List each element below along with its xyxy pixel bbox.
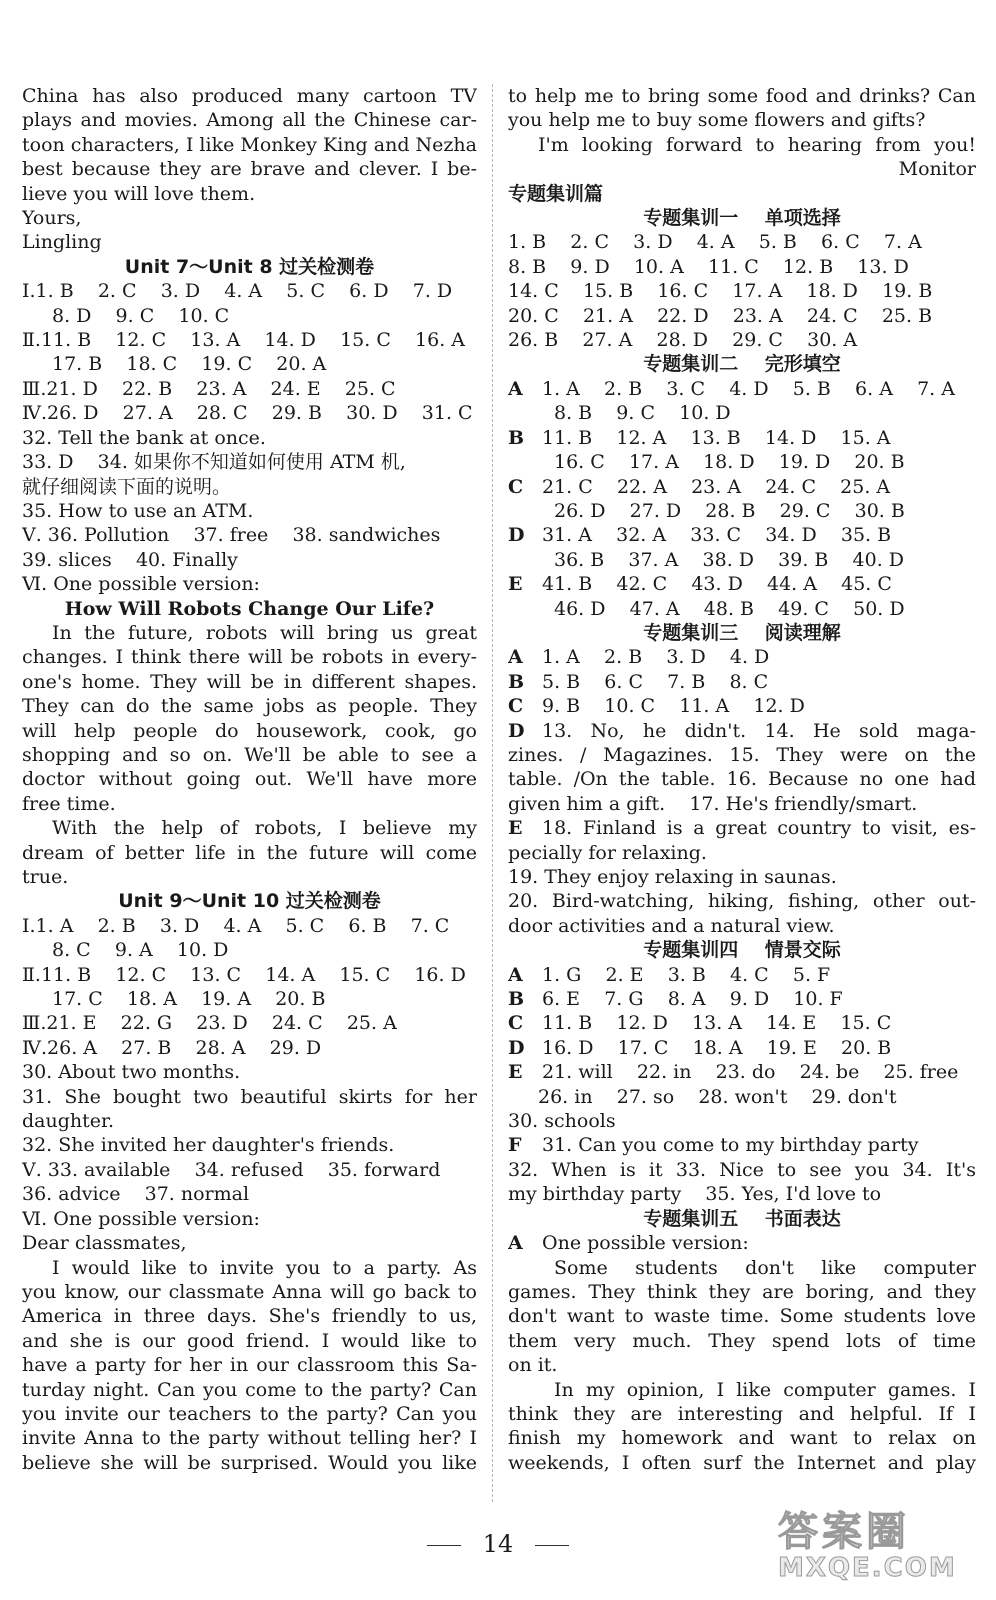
line-text: pecially for relaxing.	[508, 841, 707, 864]
text-line	[508, 230, 976, 254]
text-line	[508, 108, 976, 132]
line-text: Monitor	[898, 158, 976, 181]
line-text: In my opinion, I like computer games. I	[554, 1378, 976, 1401]
line-text: 6. E 7. G 8. A 9. D 10. F	[542, 988, 843, 1011]
text-line	[508, 1304, 976, 1328]
text-line	[508, 255, 976, 279]
line-text: 18. Finland is a great country to visit, es-	[542, 817, 976, 840]
text-line	[22, 1060, 477, 1084]
line-text: Ⅴ. 36. Pollution 37. free 38. sandwiches	[22, 524, 441, 547]
line-text: 11. B 12. D 13. A 14. E 15. C	[542, 1012, 892, 1035]
line-text: table. /On the table. 16. Because no one had	[508, 768, 976, 791]
line-text: finish my homework and want to relax on	[508, 1427, 976, 1450]
line-text: 26. D 27. D 28. B 29. C 30. B	[554, 499, 905, 522]
text-line	[508, 182, 976, 206]
line-text: 21. will 22. in 23. do 24. be 25. free	[542, 1061, 959, 1084]
line-text: 8. D 9. C 10. C	[52, 304, 230, 327]
text-line	[22, 279, 477, 303]
text-line	[22, 304, 477, 328]
text-line	[508, 304, 976, 328]
section-letter-label: A	[508, 377, 523, 400]
line-text: 专题集训四 情景交际	[643, 939, 841, 962]
text-line	[508, 279, 976, 303]
text-line	[22, 914, 477, 938]
watermark-line2: MXQE.COM	[778, 1553, 957, 1583]
text-line	[22, 1133, 477, 1157]
line-text: to help me to bring some food and drinks? Can	[508, 85, 976, 107]
text-line	[508, 963, 976, 987]
line-text: One possible version:	[542, 1232, 749, 1255]
line-text: 专题集训二 完形填空	[643, 353, 841, 376]
text-line	[508, 1036, 976, 1060]
line-text: 20. C 21. A 22. D 23. A 24. C 25. B	[508, 304, 933, 327]
line-text: Ⅲ.21. D 22. B 23. A 24. E 25. C	[22, 377, 396, 400]
text-line	[508, 1329, 976, 1353]
text-line	[22, 523, 477, 547]
section-letter-label: C	[508, 695, 524, 718]
section-letter-label: D	[508, 719, 525, 742]
text-line	[508, 523, 976, 547]
line-text: 8. B 9. D 10. A 11. C 12. B 13. D	[508, 255, 909, 278]
line-text: Ⅱ.11. B 12. C 13. A 14. D 15. C 16. A	[22, 329, 465, 352]
text-line	[22, 1085, 477, 1109]
line-text: 31. A 32. A 33. C 34. D 35. B	[542, 524, 892, 547]
line-text: lieve you will love them.	[22, 182, 256, 205]
line-text: America in three days. She's friendly to us,	[22, 1305, 477, 1328]
line-text: Ⅰ.1. B 2. C 3. D 4. A 5. C 6. D 7. D	[22, 280, 453, 303]
line-text: China has also produced many cartoon TV	[22, 85, 477, 107]
text-line	[508, 475, 976, 499]
text-line	[22, 1304, 477, 1328]
text-line	[508, 450, 976, 474]
line-text: 专题集训五 书面表达	[643, 1207, 841, 1230]
line-text: doctor without going out. We'll have more	[22, 768, 477, 791]
text-line	[22, 230, 477, 254]
text-line	[22, 1158, 477, 1182]
line-text: 41. B 42. C 43. D 44. A 45. C	[542, 573, 892, 596]
line-text: 11. B 12. A 13. B 14. D 15. A	[542, 426, 891, 449]
line-text: 21. C 22. A 23. A 24. C 25. A	[542, 475, 891, 498]
line-text: plays and movies. Among all the Chinese car-	[22, 109, 477, 132]
line-text: How Will Robots Change Our Life?	[64, 597, 435, 620]
line-text: Lingling	[22, 231, 102, 254]
text-line	[22, 1280, 477, 1304]
text-line	[22, 255, 477, 279]
footer-dash-right	[535, 1545, 569, 1546]
text-line	[508, 1182, 976, 1206]
line-text: have a party for her in our classroom this Sa-	[22, 1354, 477, 1377]
right-column	[508, 84, 976, 1475]
line-text: given him a gift. 17. He's friendly/smart.	[508, 792, 918, 815]
line-text: 26. B 27. A 28. D 29. C 30. A	[508, 329, 858, 352]
line-text: 32. She invited her daughter's friends.	[22, 1134, 395, 1157]
line-text: one's home. They will be in different shapes.	[22, 670, 477, 693]
line-text: 9. B 10. C 11. A 12. D	[542, 695, 805, 718]
line-text: Ⅴ. 33. available 34. refused 35. forward	[22, 1158, 441, 1181]
text-line	[508, 1060, 976, 1084]
line-text: With the help of robots, I believe my	[52, 817, 477, 840]
text-line	[22, 450, 477, 474]
text-line	[508, 767, 976, 791]
text-line	[508, 914, 976, 938]
section-letter-label: A	[508, 1232, 523, 1255]
text-line	[22, 426, 477, 450]
line-text: will help people do housework, cook, go	[22, 719, 477, 742]
line-text: Ⅵ. One possible version:	[22, 573, 260, 596]
line-text: 17. B 18. C 19. C 20. A	[52, 353, 327, 376]
line-text: 1. A 2. B 3. D 4. D	[542, 646, 770, 669]
text-line	[22, 792, 477, 816]
text-line	[22, 1256, 477, 1280]
text-line	[22, 1329, 477, 1353]
section-letter-label: E	[508, 573, 523, 596]
section-letter-label: D	[508, 524, 525, 547]
section-letter-label: C	[508, 475, 524, 498]
text-line	[22, 1353, 477, 1377]
page-number: 14	[482, 1530, 514, 1558]
line-text: 19. They enjoy relaxing in saunas.	[508, 866, 837, 888]
text-line	[508, 889, 976, 913]
section-letter-label: C	[508, 1012, 524, 1035]
line-text: weekends, I often surf the Internet and play	[508, 1451, 976, 1474]
text-line	[22, 938, 477, 962]
line-text: 8. B 9. C 10. D	[554, 402, 731, 425]
line-text: 36. advice 37. normal	[22, 1183, 250, 1206]
section-letter-label: E	[508, 1061, 523, 1084]
line-text: Ⅱ.11. B 12. C 13. C 14. A 15. C 16. D	[22, 963, 466, 986]
line-text: 17. C 18. A 19. A 20. B	[52, 988, 326, 1011]
line-text: 专题集训一 单项选择	[643, 207, 841, 230]
line-text: Some students don't like computer	[554, 1256, 976, 1279]
line-text: I would like to invite you to a party. As	[52, 1256, 477, 1279]
line-text: 16. C 17. A 18. D 19. D 20. B	[554, 451, 905, 474]
line-text: changes. I think there will be robots in every-	[22, 646, 477, 669]
text-line	[508, 694, 976, 718]
text-line	[508, 719, 976, 743]
text-line	[508, 1280, 976, 1304]
text-line	[22, 621, 477, 645]
section-letter-label: A	[508, 963, 523, 986]
text-line	[508, 1011, 976, 1035]
line-text: Ⅲ.21. E 22. G 23. D 24. C 25. A	[22, 1012, 397, 1035]
text-line	[22, 572, 477, 596]
line-text: Unit 9～Unit 10 过关检测卷	[118, 890, 381, 913]
line-text: dream of better life in the future will come	[22, 841, 477, 864]
text-line	[22, 133, 477, 157]
text-line	[508, 1402, 976, 1426]
line-text: 33. D 34. 如果你不知道如何使用 ATM 机,	[22, 451, 406, 474]
text-line	[508, 1426, 976, 1450]
text-line	[508, 1231, 976, 1255]
footer-dash-left	[427, 1545, 461, 1546]
text-line	[508, 987, 976, 1011]
text-line	[22, 475, 477, 499]
watermark-logo	[778, 1500, 968, 1583]
text-line	[508, 743, 976, 767]
text-line	[508, 597, 976, 621]
line-text: 31. Can you come to my birthday party	[542, 1134, 919, 1157]
line-text: 46. D 47. A 48. B 49. C 50. D	[554, 597, 905, 620]
text-line	[508, 133, 976, 157]
text-line	[22, 1402, 477, 1426]
line-text: 1. G 2. E 3. B 4. C 5. F	[542, 963, 831, 986]
line-text: Ⅰ.1. A 2. B 3. D 4. A 5. C 6. B 7. C	[22, 914, 450, 937]
text-line	[22, 157, 477, 181]
line-text: 26. in 27. so 28. won't 29. don't	[538, 1085, 897, 1108]
line-text: 32. When is it 33. Nice to see you 34. It's	[508, 1158, 976, 1181]
left-column	[22, 84, 477, 1475]
text-line	[22, 1036, 477, 1060]
line-text: 35. How to use an ATM.	[22, 499, 254, 522]
text-line	[508, 621, 976, 645]
text-line	[22, 1378, 477, 1402]
line-text: toon characters, I like Monkey King and Nezha	[22, 133, 477, 156]
line-text: 1. A 2. B 3. C 4. D 5. B 6. A 7. A	[542, 377, 955, 400]
line-text: daughter.	[22, 1110, 115, 1133]
line-text: Yours,	[22, 207, 82, 230]
section-letter-label: B	[508, 670, 525, 693]
line-text: 13. No, he didn't. 14. He sold maga-	[542, 719, 976, 742]
text-line	[22, 352, 477, 376]
text-line	[508, 865, 976, 889]
text-line	[508, 1353, 976, 1377]
text-line	[508, 426, 976, 450]
text-line	[508, 1158, 976, 1182]
text-line	[508, 1085, 976, 1109]
text-line	[508, 1256, 976, 1280]
line-text: 8. C 9. A 10. D	[52, 939, 229, 962]
text-line	[508, 1451, 976, 1475]
text-line	[22, 1426, 477, 1450]
section-letter-label: B	[508, 426, 525, 449]
line-text: In the future, robots will bring us great	[52, 621, 477, 644]
text-line	[508, 328, 976, 352]
line-text: 30. schools	[508, 1110, 616, 1133]
text-line	[22, 963, 477, 987]
line-text: you help me to buy some flowers and gifts?	[508, 109, 926, 132]
line-text: 专题集训三 阅读理解	[643, 621, 841, 644]
text-line	[22, 719, 477, 743]
text-line	[22, 1207, 477, 1231]
text-line	[22, 597, 477, 621]
text-line	[22, 377, 477, 401]
text-line	[22, 1182, 477, 1206]
text-line	[22, 1011, 477, 1035]
text-line	[508, 157, 976, 181]
text-line	[22, 206, 477, 230]
text-line	[22, 1231, 477, 1255]
text-line	[22, 401, 477, 425]
line-text: 就仔细阅读下面的说明。	[22, 475, 232, 498]
text-line	[22, 182, 477, 206]
line-text: think they are interesting and helpful. If I	[508, 1402, 976, 1425]
line-text: 5. B 6. C 7. B 8. C	[542, 670, 769, 693]
line-text: They can do the same jobs as people. They	[22, 695, 477, 718]
text-line	[22, 645, 477, 669]
line-text: door activities and a natural view.	[508, 914, 835, 937]
line-text: zines. / Magazines. 15. They were on the	[508, 743, 976, 766]
column-divider	[492, 84, 493, 1502]
text-line	[508, 84, 976, 108]
text-line	[22, 841, 477, 865]
section-letter-label: B	[508, 988, 525, 1011]
watermark-line1: 答案圈	[778, 1509, 910, 1555]
line-text: 36. B 37. A 38. D 39. B 40. D	[554, 548, 905, 571]
section-letter-label: D	[508, 1036, 525, 1059]
line-text: shopping and so on. We'll be able to see a	[22, 743, 477, 766]
section-letter-label: E	[508, 817, 523, 840]
line-text: and she is our good friend. I would like to	[22, 1329, 477, 1352]
text-line	[508, 938, 976, 962]
line-text: 20. Bird-watching, hiking, fishing, other out-	[508, 890, 976, 913]
line-text: you invite our teachers to the party? Can you	[22, 1402, 477, 1425]
text-line	[508, 548, 976, 572]
text-line	[508, 792, 976, 816]
line-text: don't want to waste time. Some students love	[508, 1305, 976, 1328]
text-line	[508, 572, 976, 596]
text-line	[508, 377, 976, 401]
text-line	[22, 816, 477, 840]
text-line	[22, 548, 477, 572]
line-text: 31. She bought two beautiful skirts for her	[22, 1085, 477, 1108]
text-line	[508, 206, 976, 230]
text-line	[22, 84, 477, 108]
text-line	[22, 865, 477, 889]
text-line	[22, 889, 477, 913]
line-text: you know, our classmate Anna will go back to	[22, 1280, 477, 1303]
text-line	[508, 816, 976, 840]
text-line	[22, 987, 477, 1011]
line-text: 16. D 17. C 18. A 19. E 20. B	[542, 1036, 892, 1059]
line-text: Unit 7～Unit 8 过关检测卷	[124, 255, 375, 278]
line-text: Ⅳ.26. D 27. A 28. C 29. B 30. D 31. C	[22, 402, 473, 425]
line-text: invite Anna to the party without telling her? I	[22, 1427, 477, 1450]
line-text: 39. slices 40. Finally	[22, 548, 238, 571]
text-line	[508, 841, 976, 865]
line-text: on it.	[508, 1354, 558, 1377]
text-line	[22, 1109, 477, 1133]
line-text: best because they are brave and clever. I be-	[22, 158, 477, 181]
line-text: 14. C 15. B 16. C 17. A 18. D 19. B	[508, 280, 933, 303]
text-line	[22, 694, 477, 718]
text-line	[508, 1378, 976, 1402]
line-text: believe she will be surprised. Would you like	[22, 1451, 477, 1474]
text-line	[508, 1133, 976, 1157]
text-line	[22, 108, 477, 132]
text-line	[22, 1451, 477, 1475]
section-letter-label: F	[508, 1134, 522, 1157]
text-line	[22, 767, 477, 791]
text-line	[22, 499, 477, 523]
line-text: my birthday party 35. Yes, I'd love to	[508, 1183, 882, 1206]
line-text: Ⅵ. One possible version:	[22, 1207, 260, 1230]
text-line	[508, 670, 976, 694]
line-text: games. They think they are boring, and they	[508, 1280, 976, 1303]
line-text: true.	[22, 866, 69, 888]
section-letter-label: A	[508, 646, 523, 669]
line-text: 30. About two months.	[22, 1061, 241, 1084]
text-line	[22, 328, 477, 352]
text-line	[508, 352, 976, 376]
text-line	[22, 743, 477, 767]
line-text: 32. Tell the bank at once.	[22, 426, 266, 449]
line-text: Ⅳ.26. A 27. B 28. A 29. D	[22, 1036, 322, 1059]
line-text: 专题集训篇	[508, 182, 604, 205]
line-text: I'm looking forward to hearing from you!	[538, 133, 976, 156]
text-line	[508, 645, 976, 669]
text-line	[508, 499, 976, 523]
text-line	[508, 1109, 976, 1133]
line-text: turday night. Can you come to the party? Can	[22, 1378, 477, 1401]
line-text: them very much. They spend lots of time	[508, 1329, 976, 1352]
line-text: Dear classmates,	[22, 1232, 187, 1255]
text-line	[22, 670, 477, 694]
text-line	[508, 401, 976, 425]
line-text: free time.	[22, 792, 116, 815]
line-text: 1. B 2. C 3. D 4. A 5. B 6. C 7. A	[508, 231, 922, 254]
text-line	[508, 1207, 976, 1231]
